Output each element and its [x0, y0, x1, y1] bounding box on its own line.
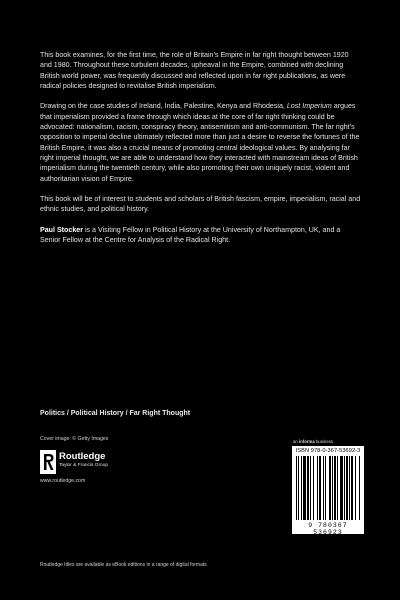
publisher-url[interactable]: www.routledge.com [40, 478, 86, 484]
publisher-block [40, 450, 160, 486]
blurb-p2-rest: argues that imperialism provided a frame through which ideas at the core of far right thinking could be advocated: nationalism, racism, conspiracy theory, antisemitism and anti-communism. The far right’s opposition to imperial decline ultimately reflected more than just a desire to reverse the fortunes of the British Empire, it was also a crucial means of promoting central ideological values. By analysing far right imperial thought, we are able to understand how they interacted with mainstream ideas of British imperialism during the twentieth century, while also promoting their own uniquely racist, violent and authoritarian vision of Empire. [40, 102, 360, 183]
barcode-bar [346, 456, 348, 520]
barcode-bar [307, 456, 309, 520]
barcode-bar [298, 456, 299, 520]
book-title: Lost Imperium [286, 102, 332, 111]
ebook-note: Routledge titles are available as eBook editions in a range of digital formats [40, 562, 207, 568]
barcode-bar [359, 456, 360, 520]
blurb-p2-start: Drawing on the case studies of Ireland, India, Palestine, Kenya and Rhodesia, [40, 102, 287, 111]
barcode-bar [310, 456, 311, 520]
barcode-bar [296, 456, 297, 520]
barcode-bar [349, 456, 350, 520]
barcode-bar [332, 456, 333, 520]
barcode-digits: 9 780367 536923 [308, 522, 348, 536]
cover-credit: Cover image: © Getty Images [40, 436, 109, 442]
barcode-bar [337, 456, 338, 520]
author-bio-text: is a Visiting Fellow in Political History at the University of Northampton, UK, and a Senior Fellow at the Centre for Analysis of the Radical Right. [40, 226, 341, 245]
informa-prefix: an [293, 439, 299, 444]
informa-suffix: business [314, 439, 333, 444]
barcode-bar [313, 456, 314, 520]
barcode-bar [303, 456, 306, 520]
barcode-bar [323, 456, 324, 520]
subject-categories: Politics / Political History / Far Right Thought [40, 410, 191, 417]
informa-brand: informa [298, 439, 315, 444]
barcode-bar [351, 456, 353, 520]
barcode-bar [325, 456, 326, 520]
barcode-bar [340, 456, 343, 520]
publisher-name: Routledge [59, 451, 106, 462]
barcode-bar [355, 456, 356, 520]
blurb-paragraph-3: This book will be of interest to students and scholars of British fascism, empire, imperialism, racial and ethnic studies, and political history. [40, 195, 361, 214]
author-name: Paul Stocker [40, 226, 83, 235]
publisher-group: Taylor & Francis Group [59, 463, 109, 468]
barcode-bar [334, 456, 336, 520]
routledge-logo-icon [40, 450, 56, 474]
barcode-bar [329, 456, 331, 520]
blurb [40, 50, 362, 256]
isbn-label: ISBN 978-0-367-53692-3 [295, 448, 361, 454]
barcode-bar [319, 456, 321, 520]
barcode-icon [296, 456, 360, 520]
informa-business-tag [293, 439, 333, 444]
blurb-paragraph-1: This book examines, for the first time, the role of Britain’s Empire in far right thought between 1920 and 1980. Throughout these turbulent decades, upheaval in the Empire, combined with declining British world power, was frequently discussed and reflected upon in far right publications, as were radical policies designed to revitalise British imperialism. [40, 51, 349, 90]
author-bio [40, 225, 362, 246]
barcode-bar [344, 456, 345, 520]
barcode-bar [301, 456, 302, 520]
barcode-bar [317, 456, 318, 520]
isbn-barcode-box [292, 446, 364, 534]
blurb-paragraph-2 [40, 101, 362, 183]
